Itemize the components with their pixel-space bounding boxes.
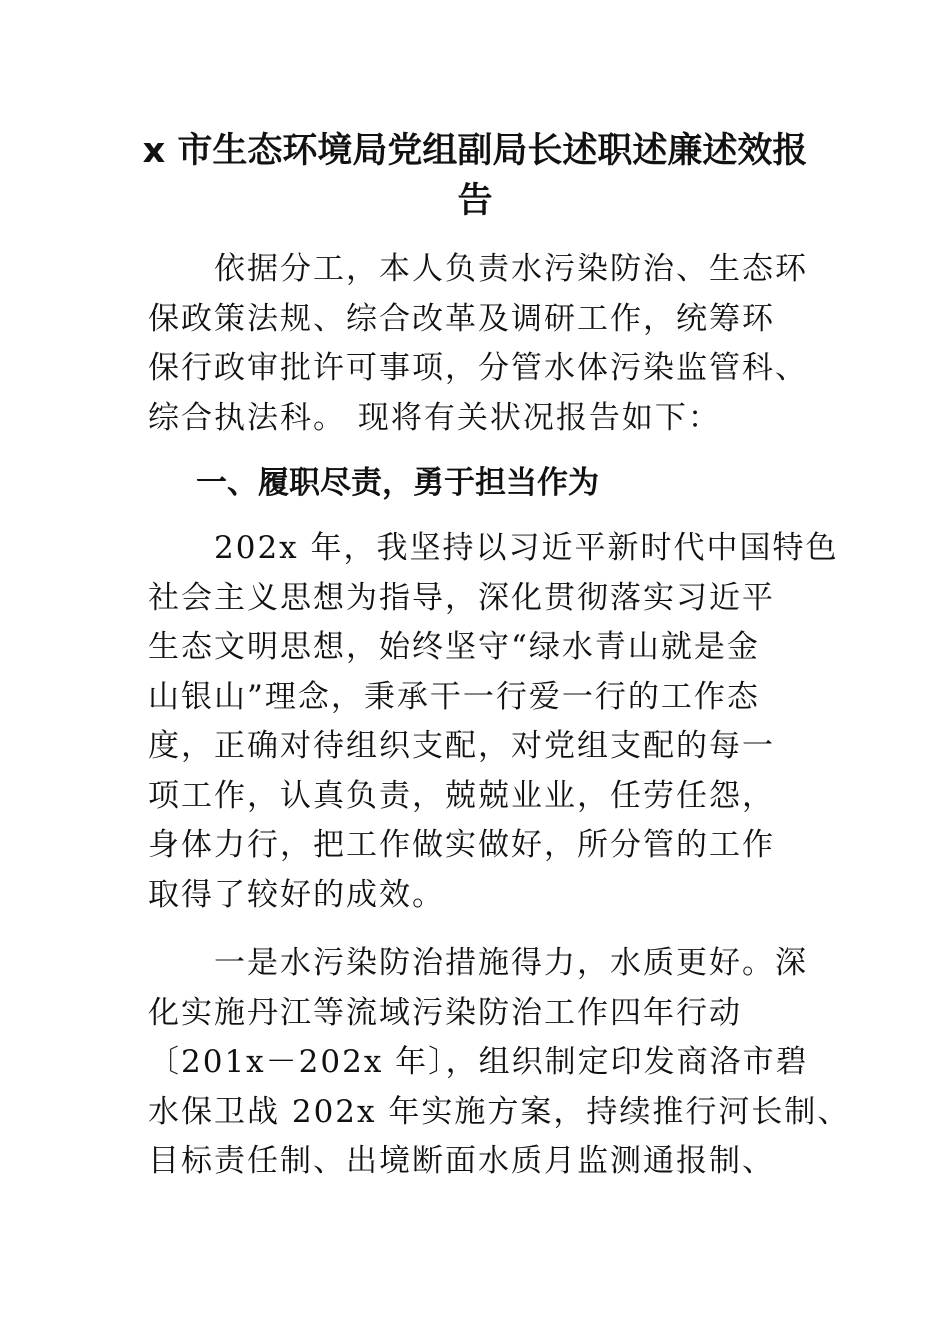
paragraph-line: 保政策法规、综合改革及调研工作，统筹环 <box>148 300 775 337</box>
paragraph-line: 目标责任制、出境断面水质月监测通报制、 <box>148 1143 775 1179</box>
paragraph-line: 度，正确对待组织支配，对党组支配的每一 <box>148 728 775 764</box>
paragraph-line: 身体力行，把工作做实做好，所分管的工作 <box>148 827 775 863</box>
paragraph-line: 水保卫战 202x 年实施方案，持续推行河长制、 <box>148 1093 851 1130</box>
title-line: 告 <box>457 181 493 221</box>
paragraph-line: 生态文明思想，始终坚守“绿水青山就是金 <box>148 629 760 665</box>
section-heading: 一、履职尽责，勇于担当作为 <box>196 465 599 501</box>
document-title <box>120 126 830 226</box>
title-line: x 市生态环境局党组副局长述职述廉述效报 <box>142 131 808 171</box>
paragraph-water-pollution <box>148 939 851 1187</box>
paragraph-line: 项工作，认真负责，兢兢业业，任劳任怨， <box>148 777 775 814</box>
paragraph-line: 化实施丹江等流域污染防治工作四年行动 <box>148 994 742 1031</box>
paragraph-line: 综合执法科。 现将有关状况报告如下： <box>148 399 721 436</box>
paragraph-line: 取得了较好的成效。 <box>148 876 445 913</box>
paragraph-line: 社会主义思想为指导，深化贯彻落实习近平 <box>148 579 775 616</box>
paragraph-line: 202x 年，我坚持以习近平新时代中国特色 <box>148 530 839 566</box>
paragraph-line: 〔201x－202x 年〕，组织制定印发商洛市碧 <box>148 1044 809 1080</box>
paragraph-line: 一是水污染防治措施得力，水质更好。深 <box>148 945 808 981</box>
paragraph-intro <box>148 245 838 443</box>
paragraph-line: 依据分工，本人负责水污染防治、生态环 <box>148 251 808 287</box>
paragraph-line: 保行政审批许可事项，分管水体污染监管科、 <box>148 350 808 386</box>
paragraph-summary <box>148 524 838 920</box>
paragraph-line: 山银山”理念，秉承干一行爱一行的工作态 <box>148 678 760 715</box>
